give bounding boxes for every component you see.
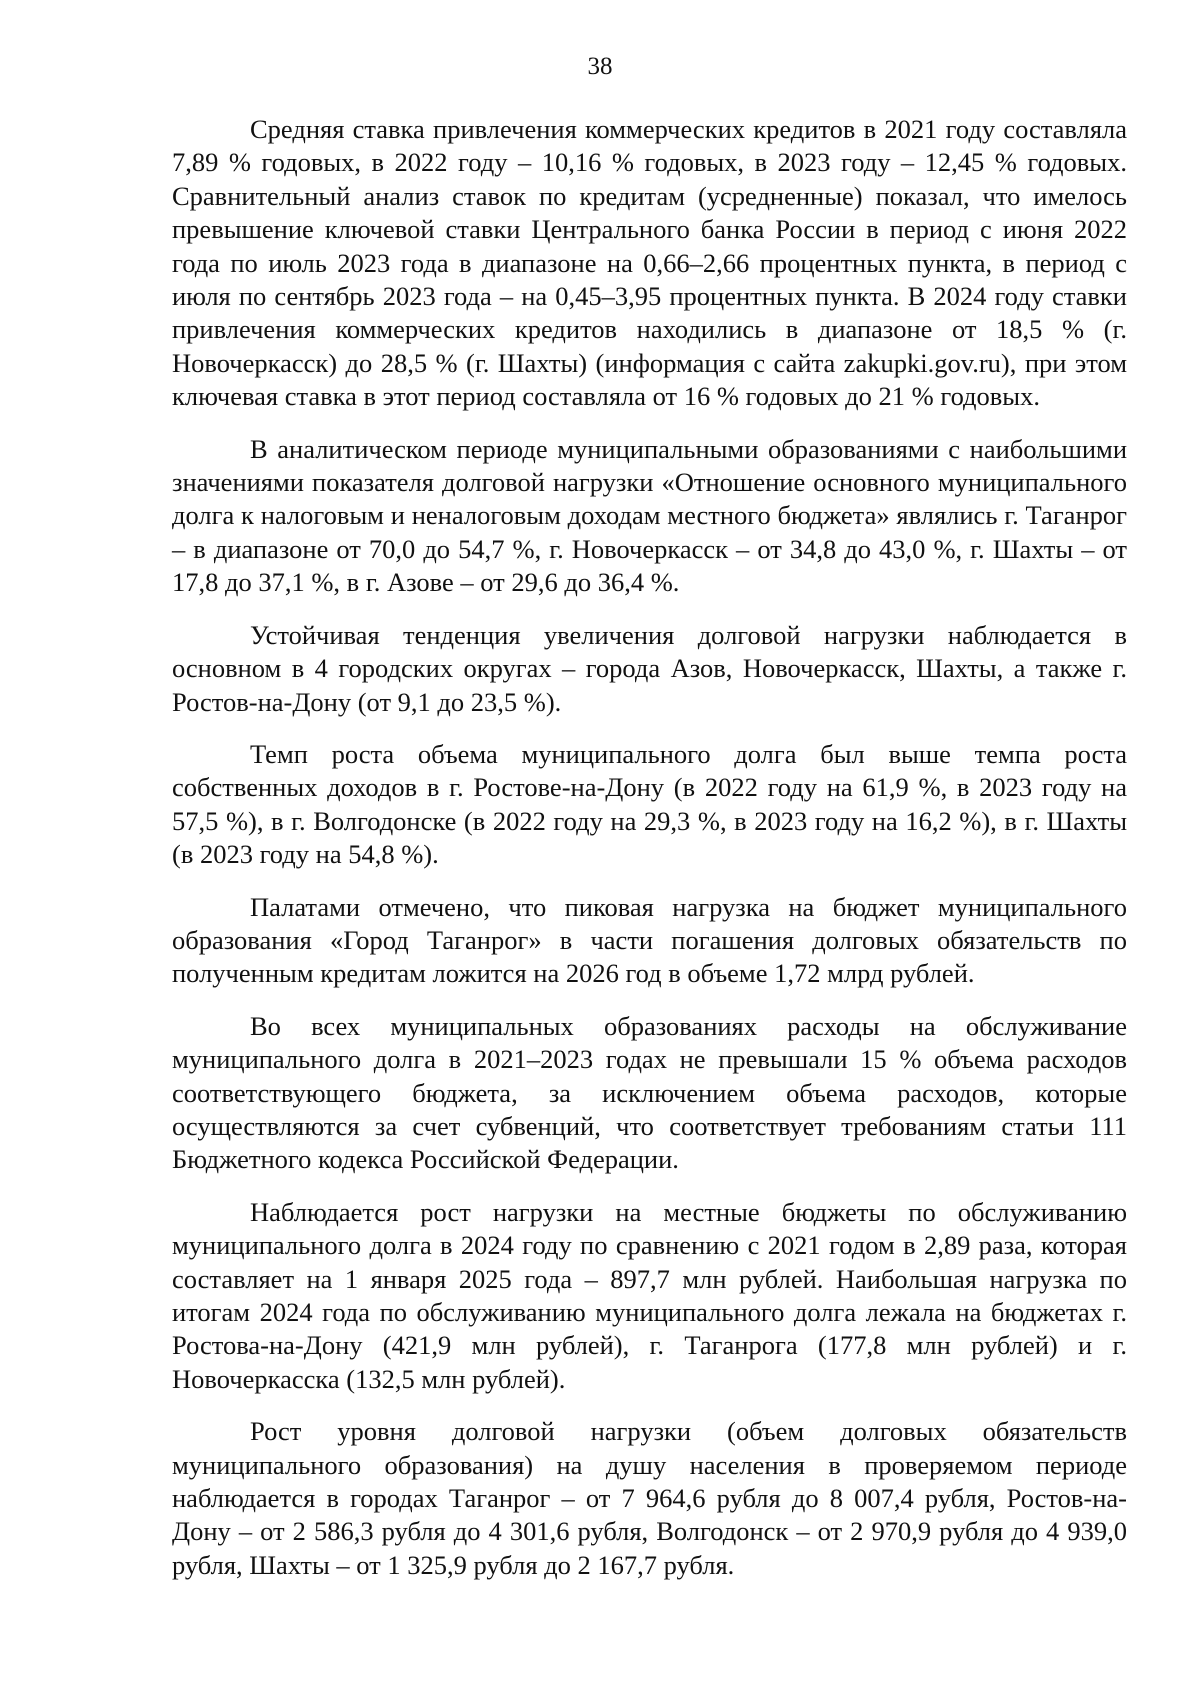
- paragraph-debt-per-capita: Рост уровня долговой нагрузки (объем долговых обязательств муниципального образования) на душу населения в проверяемом периоде наблюдается в городах Таганрог – от 7 964,6 рубля до 8 007,4 рубля, Ростов-на-Дону – от 2 586,3 рубля до 4 301,6 рубля, Волгодонск – от 2 970,9 рубля до 4 939,0 рубля, Шахты – от 1 325,9 рубля до 2 167,7 рубля.: [172, 1416, 1127, 1580]
- paragraph-debt-load-indicators: В аналитическом периоде муниципальными образованиями с наибольшими значениями показателя долговой нагрузки «Отношение основного муниципального долга к налоговым и неналоговым доходам местного бюджета» являлись г. Таганрог – в диапазоне от 70,0 до 54,7 %, г. Новочеркасск – от 34,8 до 43,0 %, г. Шахты – от 17,8 до 37,1 %, в г. Азове – от 29,6 до 36,4 %.: [172, 433, 1127, 598]
- page-number: 38: [587, 53, 613, 80]
- paragraph-debt-load-trend: Устойчивая тенденция увеличения долговой нагрузки наблюдается в основном в 4 городских округах – города Азов, Новочеркасск, Шахты, а также г. Ростов-на-Дону (от 9,1 до 23,5 %).: [172, 619, 1127, 717]
- body-text: [172, 113, 1127, 1601]
- paragraph-debt-service-growth: Наблюдается рост нагрузки на местные бюджеты по обслуживанию муниципального долга в 2024 году по сравнению с 2021 годом в 2,89 раза, которая составляет на 1 января 2025 года – 897,7 млн рублей. Наибольшая нагрузка по итогам 2024 года по обслуживанию муниципального долга лежала на бюджетах г. Ростова-на-Дону (421,9 млн рублей), г. Таганрога (177,8 млн рублей) и г. Новочеркасска (132,5 млн рублей).: [172, 1196, 1127, 1394]
- paragraph-debt-growth-rate: Темп роста объема муниципального долга был выше темпа роста собственных доходов в г. Ростове-на-Дону (в 2022 году на 61,9 %, в 2023 году на 57,5 %), в г. Волгодонске (в 2022 году на 29,3 %, в 2023 году на 16,2 %), в г. Шахты (в 2023 году на 54,8 %).: [172, 738, 1127, 870]
- paragraph-debt-service-expenses: Во всех муниципальных образованиях расходы на обслуживание муниципального долга в 2021–2023 годах не превышали 15 % объема расходов соответствующего бюджета, за исключением объема расходов, которые осуществляются за счет субвенций, что соответствует требованиям статьи 111 Бюджетного кодекса Российской Федерации.: [172, 1010, 1127, 1175]
- paragraph-commercial-credit-rates: Средняя ставка привлечения коммерческих кредитов в 2021 году составляла 7,89 % годовых, в 2022 году – 10,16 % годовых, в 2023 году – 12,45 % годовых. Сравнительный анализ ставок по кредитам (усредненные) показал, что имелось превышение ключевой ставки Центрального банка России в период с июня 2022 года по июль 2023 года в диапазоне на 0,66–2,66 процентных пункта, в период с июля по сентябрь 2023 года – на 0,45–3,95 процентных пункта. В 2024 году ставки привлечения коммерческих кредитов находились в диапазоне от 18,5 % (г. Новочеркасск) до 28,5 % (г. Шахты) (информация с сайта zakupki.gov.ru), при этом ключевая ставка в этот период составляла от 16 % годовых до 21 % годовых.: [172, 114, 1127, 412]
- paragraph-taganrog-peak-load: Палатами отмечено, что пиковая нагрузка на бюджет муниципального образования «Город Таганрог» в части погашения долговых обязательств по полученным кредитам ложится на 2026 год в объеме 1,72 млрд рублей.: [172, 891, 1127, 989]
